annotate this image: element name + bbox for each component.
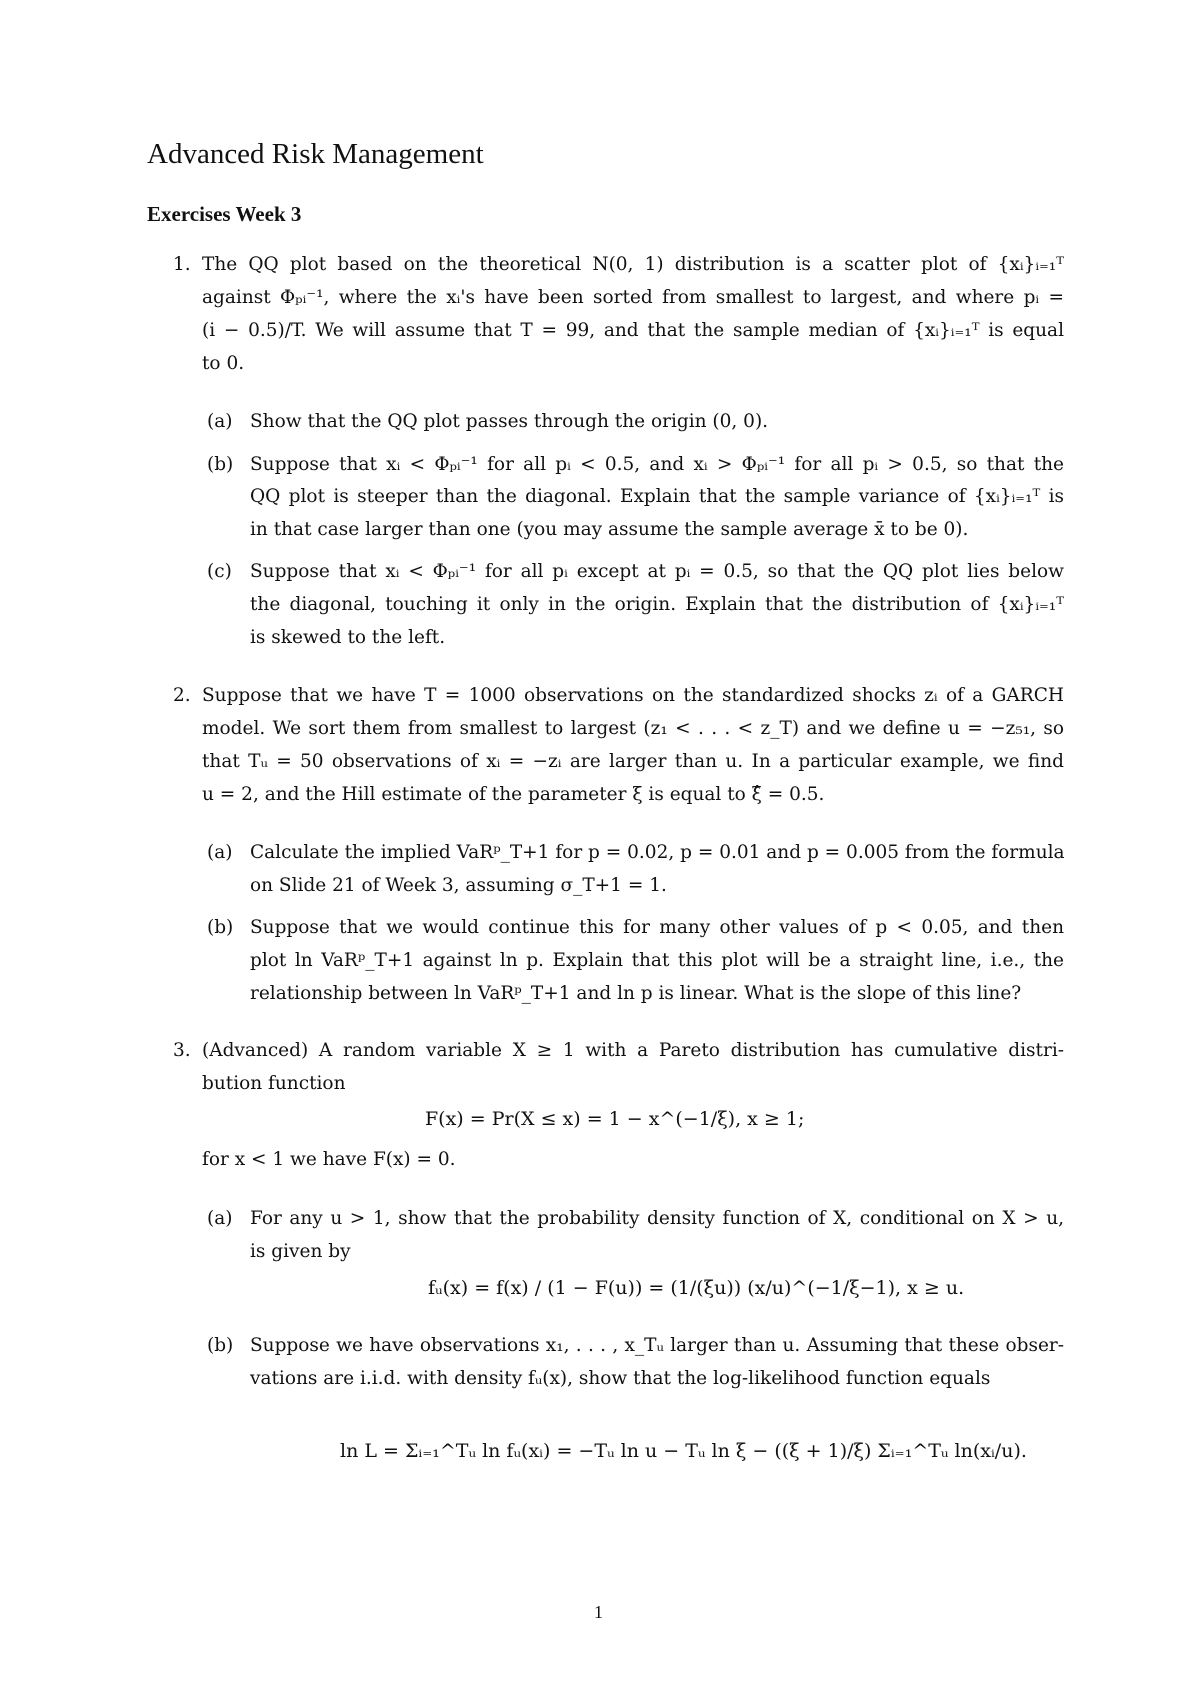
exercise-1c-line: Suppose that xᵢ < Φₚᵢ⁻¹ for all pᵢ except at pᵢ = 0.5, so that the QQ plot lies below bbox=[250, 561, 1064, 582]
pareto-cdf-formula: F(x) = Pr(X ≤ x) = 1 − x^(−1/ξ), x ≥ 1; bbox=[425, 1108, 805, 1130]
conditional-density-formula: fᵤ(x) = f(x) / (1 − F(u)) = (1/(ξu)) (x/u)^(−1/ξ−1), x ≥ u. bbox=[428, 1277, 965, 1299]
exercise-2b-line: Suppose that we would continue this for many other values of p < 0.05, and then bbox=[250, 917, 1064, 938]
exercise-1c-label: (c) bbox=[207, 561, 232, 582]
exercise-2-line: u = 2, and the Hill estimate of the parameter ξ is equal to ξ̂ = 0.5. bbox=[202, 784, 825, 805]
exercise-3a-label: (a) bbox=[207, 1208, 233, 1229]
exercise-2b-label: (b) bbox=[207, 917, 234, 938]
exercise-2-line: Suppose that we have T = 1000 observations on the standardized shocks zᵢ of a GARCH bbox=[202, 685, 1064, 706]
exercise-3-line: for x < 1 we have F(x) = 0. bbox=[202, 1149, 456, 1170]
exercise-2a-label: (a) bbox=[207, 842, 233, 863]
exercise-3b-label: (b) bbox=[207, 1335, 234, 1356]
exercise-1-number: 1. bbox=[173, 254, 191, 275]
exercise-3a-line: is given by bbox=[250, 1241, 351, 1262]
log-likelihood-formula: ln L = Σᵢ₌₁^Tᵤ ln fᵤ(xᵢ) = −Tᵤ ln u − Tᵤ ln ξ − ((ξ + 1)/ξ) Σᵢ₌₁^Tᵤ ln(xᵢ/u). bbox=[340, 1440, 1027, 1462]
page-title: Advanced Risk Management bbox=[147, 138, 484, 170]
exercise-1a-line: Show that the QQ plot passes through the origin (0, 0). bbox=[250, 411, 769, 432]
exercise-2-line: that Tᵤ = 50 observations of xᵢ = −zᵢ are larger than u. In a particular example, we find bbox=[202, 751, 1064, 772]
exercise-3-number: 3. bbox=[173, 1040, 191, 1061]
exercise-1c-line: is skewed to the left. bbox=[250, 627, 446, 648]
page-number: 1 bbox=[594, 1602, 603, 1622]
exercise-1-line: (i − 0.5)/T. We will assume that T = 99, and that the sample median of {xᵢ}ᵢ₌₁ᵀ is equal bbox=[202, 320, 1064, 341]
exercise-2-line: model. We sort them from smallest to largest (z₁ < . . . < z_T) and we define u = −z₅₁, so bbox=[202, 718, 1064, 739]
exercise-3b-line: vations are i.i.d. with density fᵤ(x), show that the log-likelihood function equals bbox=[250, 1368, 991, 1389]
exercise-1b-label: (b) bbox=[207, 454, 234, 475]
section-heading: Exercises Week 3 bbox=[147, 202, 302, 226]
exercise-1-line: The QQ plot based on the theoretical N(0, 1) distribution is a scatter plot of {xᵢ}ᵢ₌₁ᵀ bbox=[202, 254, 1064, 275]
exercise-2a-line: on Slide 21 of Week 3, assuming σ_T+1 = 1. bbox=[250, 875, 667, 896]
exercise-1a-label: (a) bbox=[207, 411, 233, 432]
exercise-3-line: bution function bbox=[202, 1073, 346, 1094]
exercise-1b-line: QQ plot is steeper than the diagonal. Explain that the sample variance of {xᵢ}ᵢ₌₁ᵀ is bbox=[250, 486, 1064, 507]
exercise-3-line: (Advanced) A random variable X ≥ 1 with a Pareto distribution has cumulative distri- bbox=[202, 1040, 1064, 1061]
exercise-1c-line: the diagonal, touching it only in the origin. Explain that the distribution of {xᵢ}ᵢ₌₁ᵀ bbox=[250, 594, 1064, 615]
exercise-2a-line: Calculate the implied VaRᵖ_T+1 for p = 0.02, p = 0.01 and p = 0.005 from the formula bbox=[250, 842, 1065, 863]
exercise-1-line: to 0. bbox=[202, 353, 245, 374]
exercise-2-number: 2. bbox=[173, 685, 191, 706]
exercise-2b-line: relationship between ln VaRᵖ_T+1 and ln p is linear. What is the slope of this line? bbox=[250, 983, 1022, 1004]
exercise-1b-line: in that case larger than one (you may assume the sample average x̄ to be 0). bbox=[250, 519, 969, 540]
exercise-2b-line: plot ln VaRᵖ_T+1 against ln p. Explain that this plot will be a straight line, i.e., the bbox=[250, 950, 1064, 971]
exercise-1-line: against Φₚᵢ⁻¹, where the xᵢ's have been sorted from smallest to largest, and where pᵢ = bbox=[202, 287, 1064, 308]
exercise-3a-line: For any u > 1, show that the probability density function of X, conditional on X > u, bbox=[250, 1208, 1064, 1229]
exercise-1b-line: Suppose that xᵢ < Φₚᵢ⁻¹ for all pᵢ < 0.5, and xᵢ > Φₚᵢ⁻¹ for all pᵢ > 0.5, so that the bbox=[250, 454, 1064, 475]
exercise-3b-line: Suppose we have observations x₁, . . . , x_Tᵤ larger than u. Assuming that these obser- bbox=[250, 1335, 1064, 1356]
